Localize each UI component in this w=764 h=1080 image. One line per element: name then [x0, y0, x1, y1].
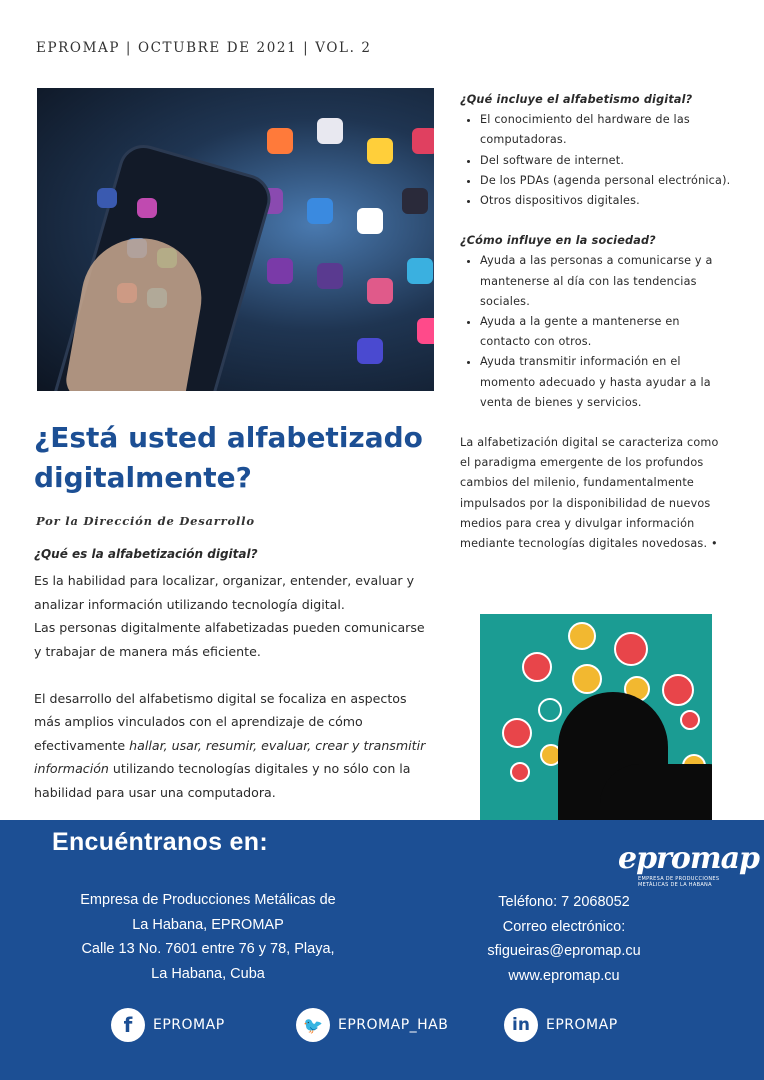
- twitter-label: EPROMAP_HAB: [338, 1017, 449, 1033]
- list-item: • Ayuda a las personas a comunicarse y a mantenerse al día con las tendencias sociales.: [480, 251, 732, 312]
- list-item: • Ayuda a la gente a mantenerse en contacto con otros.: [480, 312, 732, 352]
- article-body-right: [460, 90, 732, 554]
- linkedin-label: EPROMAP: [546, 1017, 618, 1033]
- question-includes: ¿Qué incluye el alfabetismo digital?: [460, 93, 693, 106]
- website-link[interactable]: www.epromap.cu: [508, 967, 620, 984]
- paragraph-definition: Es la habilidad para localizar, organizar, entender, evaluar y analizar información utilizando tecnología digital.: [34, 573, 415, 612]
- list-item: • Otros dispositivos digitales.: [480, 191, 732, 211]
- list-item: • Del software de internet.: [480, 151, 732, 171]
- title-line-1: ¿Está usted alfabetizado: [34, 421, 423, 454]
- logo-wordmark: epromap: [618, 841, 760, 876]
- footer-address: Empresa de Producciones Metálicas de La Habana, EPROMAP Calle 13 No. 7601 entre 76 y 78, Playa, La Habana, Cuba: [80, 892, 336, 982]
- article-title: [34, 418, 434, 498]
- paragraph-development: El desarrollo del alfabetismo digital se focaliza en aspectos más amplios vinculados con el aprendizaje de cómo efectivamente hallar, usar, resumir, evaluar, crear y transmitir información utilizando tecnologías digitales y no sólo con la habilidad para usar una computadora.: [34, 690, 426, 800]
- list-item: • El conocimiento del hardware de las computadoras.: [480, 110, 732, 150]
- article-body-left: [34, 569, 434, 804]
- phone-text: Teléfono: 7 2068052: [498, 894, 630, 910]
- facebook-label: EPROMAP: [153, 1017, 225, 1033]
- facebook-icon: f: [111, 1008, 145, 1042]
- includes-list: [460, 110, 732, 211]
- influence-list: [460, 251, 732, 413]
- footer-contact: [464, 890, 664, 988]
- social-linkedin[interactable]: [504, 1008, 618, 1042]
- hero-image-tablet-phone: [37, 88, 434, 391]
- social-twitter[interactable]: [296, 1008, 448, 1042]
- epromap-logo: [618, 842, 758, 892]
- question-influence: ¿Cómo influye en la sociedad?: [460, 234, 656, 248]
- footer: [0, 820, 764, 1080]
- list-item: • Ayuda transmitir información en el momento adecuado y hasta ayudar a la venta de bienes y servicios.: [480, 352, 732, 413]
- twitter-icon: 🐦: [296, 1008, 330, 1042]
- title-line-2: digitalmente?: [34, 461, 252, 494]
- digital-network-illustration: [480, 614, 712, 821]
- closing-paragraph: La alfabetización digital se caracteriza como el paradigma emergente de los profundos cambios del milenio, fundamentalmente impulsados por la disponibilidad de nuevos medios para crea y divulgar información mediante tecnologías digitales novedosas. •: [460, 436, 719, 551]
- list-item: • De los PDAs (agenda personal electrónica).: [480, 171, 732, 191]
- email-label: Correo electrónico:: [502, 918, 626, 935]
- masthead: EPROMAP | OCTUBRE DE 2021 | VOL. 2: [36, 40, 372, 56]
- linkedin-icon: in: [504, 1008, 538, 1042]
- social-facebook[interactable]: [111, 1008, 225, 1042]
- question-what-is: ¿Qué es la alfabetización digital?: [34, 547, 258, 561]
- email-link[interactable]: sfigueiras@epromap.cu: [487, 943, 641, 959]
- paragraph-benefit: Las personas digitalmente alfabetizadas pueden comunicarse y trabajar de manera más eficiente.: [34, 620, 425, 659]
- byline: Por la Dirección de Desarrollo: [36, 514, 255, 528]
- logo-subtitle: EMPRESA DE PRODUCCIONES METÁLICAS DE LA HABANA: [638, 876, 720, 888]
- footer-title: Encuéntranos en:: [52, 828, 268, 856]
